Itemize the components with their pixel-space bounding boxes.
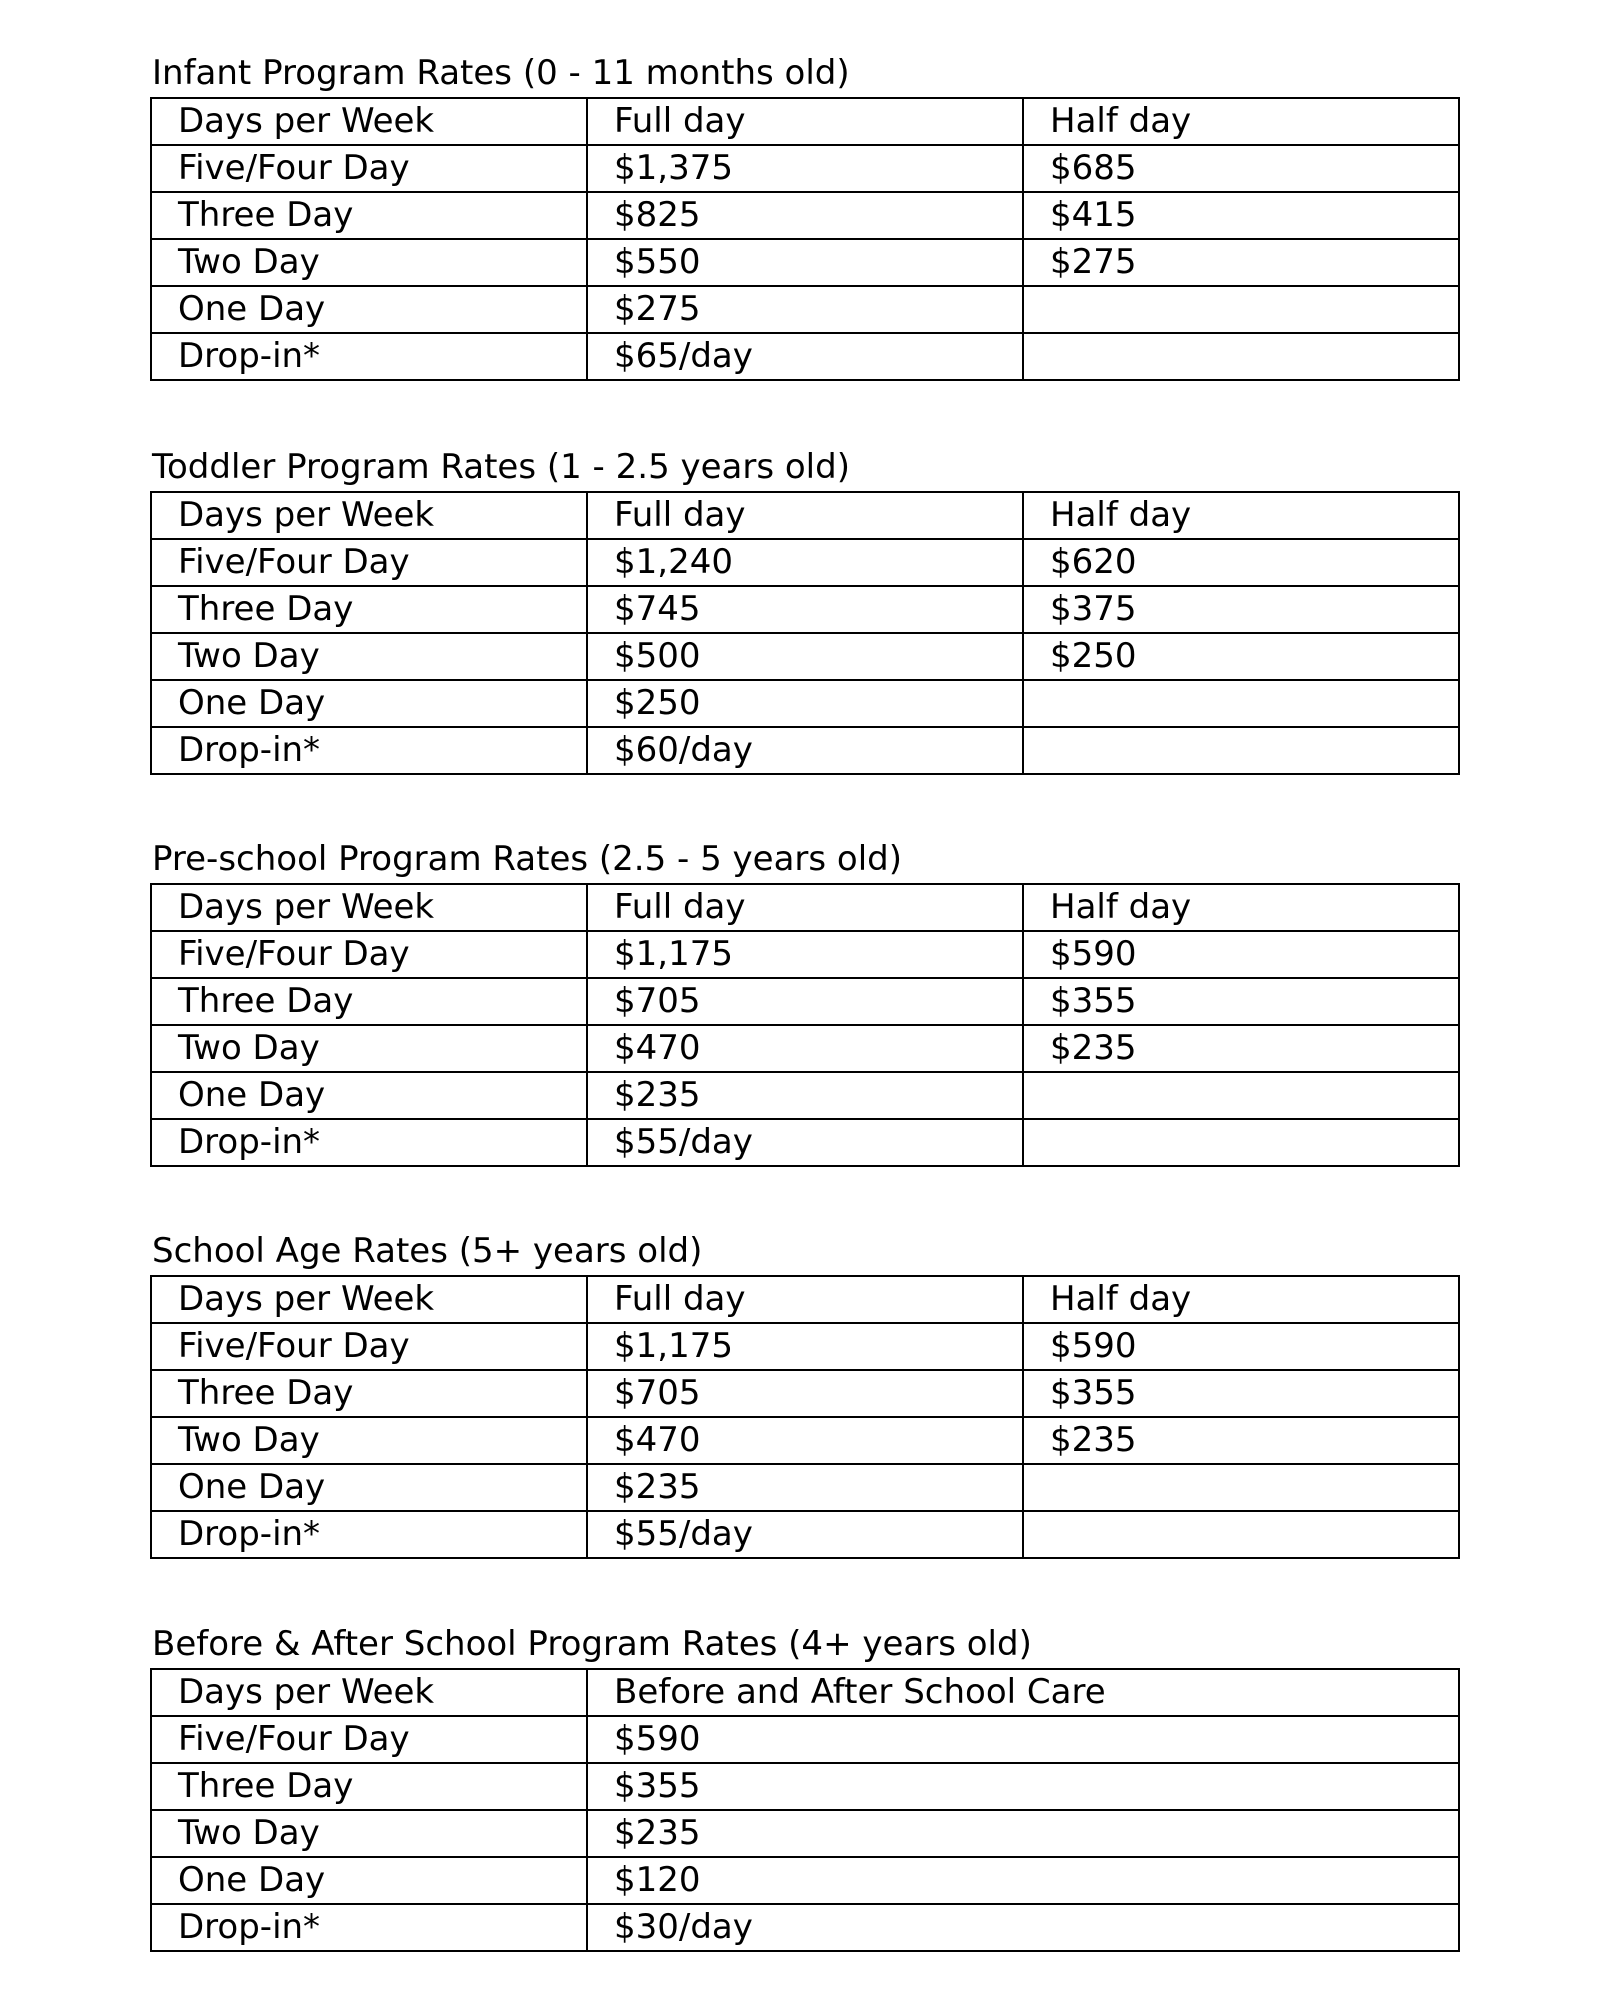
table-cell: Two Day xyxy=(151,1025,587,1072)
table-cell: $235 xyxy=(1023,1025,1459,1072)
table-cell xyxy=(1023,727,1459,774)
table-cell: $375 xyxy=(1023,586,1459,633)
table-cell: Five/Four Day xyxy=(151,539,587,586)
table-cell: One Day xyxy=(151,1464,587,1511)
header-cell: Full day xyxy=(587,1276,1023,1323)
table-cell: $235 xyxy=(1023,1417,1459,1464)
table-cell: $120 xyxy=(587,1857,1459,1904)
toddler-rates-section xyxy=(150,443,1458,775)
table-row xyxy=(151,1025,1459,1072)
school-age-rates-section xyxy=(150,1227,1458,1559)
table-cell: Drop-in* xyxy=(151,333,587,380)
before-after-school-rates-table xyxy=(150,1668,1460,1952)
table-row xyxy=(151,1464,1459,1511)
table-row xyxy=(151,333,1459,380)
section-title: Before & After School Program Rates (4+ years old) xyxy=(152,1624,1032,1664)
table-row xyxy=(151,1511,1459,1558)
table-cell: $470 xyxy=(587,1025,1023,1072)
before-after-school-rates-section xyxy=(150,1620,1458,1952)
table-cell: Drop-in* xyxy=(151,1119,587,1166)
table-cell: $55/day xyxy=(587,1511,1023,1558)
table-cell xyxy=(1023,1072,1459,1119)
table-cell: Drop-in* xyxy=(151,1511,587,1558)
header-cell: Half day xyxy=(1023,98,1459,145)
table-row xyxy=(151,727,1459,774)
table-row xyxy=(151,1763,1459,1810)
table-cell: $1,175 xyxy=(587,931,1023,978)
table-cell: Drop-in* xyxy=(151,727,587,774)
table-cell: $685 xyxy=(1023,145,1459,192)
table-header-row xyxy=(151,1276,1459,1323)
table-cell: Three Day xyxy=(151,1763,587,1810)
table-row xyxy=(151,978,1459,1025)
table-row xyxy=(151,192,1459,239)
table-cell: $1,240 xyxy=(587,539,1023,586)
table-cell: One Day xyxy=(151,1072,587,1119)
table-row xyxy=(151,239,1459,286)
table-cell: Two Day xyxy=(151,1417,587,1464)
table-cell: $275 xyxy=(1023,239,1459,286)
table-cell: Three Day xyxy=(151,586,587,633)
table-header-row xyxy=(151,98,1459,145)
table-cell: Five/Four Day xyxy=(151,145,587,192)
table-row xyxy=(151,1323,1459,1370)
table-cell: $275 xyxy=(587,286,1023,333)
table-row xyxy=(151,1716,1459,1763)
header-cell: Full day xyxy=(587,884,1023,931)
table-cell: $30/day xyxy=(587,1904,1459,1951)
header-cell: Full day xyxy=(587,492,1023,539)
table-cell: Drop-in* xyxy=(151,1904,587,1951)
table-cell: $825 xyxy=(587,192,1023,239)
table-row xyxy=(151,633,1459,680)
table-cell: $235 xyxy=(587,1072,1023,1119)
table-row xyxy=(151,1904,1459,1951)
table-cell: $55/day xyxy=(587,1119,1023,1166)
table-cell: $745 xyxy=(587,586,1023,633)
table-row xyxy=(151,931,1459,978)
table-header-row xyxy=(151,884,1459,931)
table-cell: $355 xyxy=(587,1763,1459,1810)
table-cell: One Day xyxy=(151,1857,587,1904)
section-title: Infant Program Rates (0 - 11 months old) xyxy=(152,53,850,93)
table-row xyxy=(151,586,1459,633)
table-row xyxy=(151,1810,1459,1857)
table-cell: $590 xyxy=(587,1716,1459,1763)
table-cell: $415 xyxy=(1023,192,1459,239)
table-cell: $65/day xyxy=(587,333,1023,380)
table-cell: $620 xyxy=(1023,539,1459,586)
table-row xyxy=(151,539,1459,586)
header-cell: Days per Week xyxy=(151,1276,587,1323)
table-cell xyxy=(1023,1511,1459,1558)
table-row xyxy=(151,145,1459,192)
table-cell: One Day xyxy=(151,680,587,727)
table-cell: One Day xyxy=(151,286,587,333)
table-cell: Two Day xyxy=(151,1810,587,1857)
table-row xyxy=(151,1417,1459,1464)
table-row xyxy=(151,1370,1459,1417)
table-cell: $590 xyxy=(1023,1323,1459,1370)
header-cell: Half day xyxy=(1023,1276,1459,1323)
table-cell: $250 xyxy=(1023,633,1459,680)
table-header-row xyxy=(151,492,1459,539)
header-cell: Half day xyxy=(1023,884,1459,931)
table-cell xyxy=(1023,1119,1459,1166)
table-cell: Five/Four Day xyxy=(151,931,587,978)
table-cell: $550 xyxy=(587,239,1023,286)
header-cell: Days per Week xyxy=(151,884,587,931)
infant-rates-table xyxy=(150,97,1460,381)
table-cell: $250 xyxy=(587,680,1023,727)
table-cell: $60/day xyxy=(587,727,1023,774)
infant-rates-section xyxy=(150,49,1458,381)
table-cell: Three Day xyxy=(151,1370,587,1417)
header-cell: Half day xyxy=(1023,492,1459,539)
table-cell: Five/Four Day xyxy=(151,1716,587,1763)
table-header-row xyxy=(151,1669,1459,1716)
table-cell: $500 xyxy=(587,633,1023,680)
table-cell: $705 xyxy=(587,1370,1023,1417)
section-title: Toddler Program Rates (1 - 2.5 years old) xyxy=(152,447,850,487)
school-age-rates-table xyxy=(150,1275,1460,1559)
header-cell: Days per Week xyxy=(151,98,587,145)
table-cell: $470 xyxy=(587,1417,1023,1464)
table-cell: $235 xyxy=(587,1464,1023,1511)
table-cell: $1,175 xyxy=(587,1323,1023,1370)
table-cell: $235 xyxy=(587,1810,1459,1857)
header-cell: Days per Week xyxy=(151,492,587,539)
preschool-rates-table xyxy=(150,883,1460,1167)
table-cell: $705 xyxy=(587,978,1023,1025)
table-cell: Five/Four Day xyxy=(151,1323,587,1370)
table-row xyxy=(151,1072,1459,1119)
table-cell: $1,375 xyxy=(587,145,1023,192)
section-title: School Age Rates (5+ years old) xyxy=(152,1231,703,1271)
header-cell: Days per Week xyxy=(151,1669,587,1716)
table-row xyxy=(151,1119,1459,1166)
section-title: Pre-school Program Rates (2.5 - 5 years old) xyxy=(152,839,903,879)
header-cell: Full day xyxy=(587,98,1023,145)
table-cell: Two Day xyxy=(151,633,587,680)
toddler-rates-table xyxy=(150,491,1460,775)
table-cell xyxy=(1023,680,1459,727)
table-cell: Two Day xyxy=(151,239,587,286)
table-cell: $590 xyxy=(1023,931,1459,978)
preschool-rates-section xyxy=(150,835,1458,1167)
table-cell xyxy=(1023,333,1459,380)
header-cell: Before and After School Care xyxy=(587,1669,1459,1716)
table-row xyxy=(151,680,1459,727)
table-row xyxy=(151,1857,1459,1904)
table-cell: $355 xyxy=(1023,1370,1459,1417)
table-cell: $355 xyxy=(1023,978,1459,1025)
table-cell: Three Day xyxy=(151,192,587,239)
table-cell: Three Day xyxy=(151,978,587,1025)
table-row xyxy=(151,286,1459,333)
table-cell xyxy=(1023,1464,1459,1511)
table-cell xyxy=(1023,286,1459,333)
